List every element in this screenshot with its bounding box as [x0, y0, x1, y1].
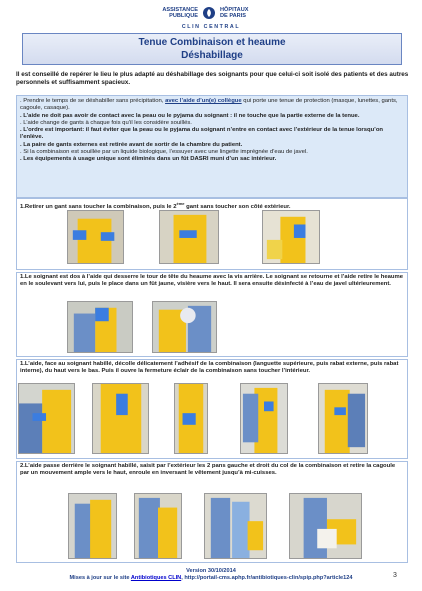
page-number: 3 — [393, 572, 397, 579]
footer — [0, 568, 422, 582]
photo-rolldown-4 — [289, 493, 362, 559]
page-title — [22, 33, 402, 65]
photo-unzip-5 — [318, 383, 368, 454]
logo-left-text: ASSISTANCE PUBLIQUE — [162, 7, 198, 19]
footer-version: Version 30/10/2014 — [186, 568, 236, 574]
step-text: 2.L’aide passe derrière le soignant habillé, saisit par l’extérieur les 2 pans gauche et droit du col de la combinaison et retire la cagoule par un mouvement ample vers le haut, enroule en inversant le vêtement jusqu’à mi-cuisses. — [20, 463, 396, 477]
photo-rolldown-3 — [204, 493, 267, 559]
aphp-logo — [0, 4, 422, 34]
photo-remove-glove-3 — [262, 210, 320, 264]
collegue-highlight: avec l’aide d’un(e) collègue — [165, 98, 242, 104]
photo-remove-glove-2 — [159, 210, 219, 264]
photo-helmet-unscrew — [67, 301, 133, 353]
photo-unzip-3 — [174, 383, 208, 454]
photo-unzip-4 — [240, 383, 288, 454]
photo-unzip-2 — [92, 383, 149, 454]
photo-helmet-lift — [152, 301, 217, 353]
photo-rolldown-1 — [68, 493, 117, 559]
rule-item: . Si la combinaison est souillée par un liquide biologique, l’essuyer avec une lingette imprégnée d’eau de javel. — [20, 149, 308, 156]
rule-item: . L’aide change de gants à chaque fois qu’il les considère souillés. — [20, 119, 192, 126]
title-line1: Tenue Combinaison et heaume — [138, 37, 286, 48]
title-line2: Déshabillage — [181, 49, 243, 61]
rule-item: . Prendre le temps de se déshabiller sans précipitation, avec l’aide d’un(e) collègue qui porte une tenue de protection (masque, lunettes, gants, cagoule, casaque). — [20, 98, 398, 112]
rule-item: . La paire de gants externes est retirée avant de sortir de la chambre du patient. — [20, 141, 243, 148]
antibiotiques-clin-link[interactable]: Antibiotiques CLIN — [130, 575, 182, 581]
step-text: 1.Retirer un gant sans toucher la combinaison, puis le 2ème gant sans toucher son côté extérieur. — [20, 201, 291, 210]
intro-paragraph: Il est conseillé de repérer le lieu le plus adapté au déshabillage des soignants pour que celui-ci soit isolé des patients et des autres personnels et suffisamment spacieux. — [16, 71, 409, 86]
step-text: 1.L’aide, face au soignant habillé, décolle délicatement l’adhésif de la combinaison (languette supérieure, puis rabat externe, puis rabat interne), du haut vers le bas. Puis il ouvre la fermeture éclair de la combinaison sans toucher l’intérieur. — [20, 361, 399, 375]
rule-item: . L’aide ne doit pas avoir de contact avec la peau ou le pyjama du soignant : il ne touche que la partie externe de la tenue. — [20, 112, 360, 119]
photo-rolldown-2 — [134, 493, 182, 559]
rules-box — [16, 95, 408, 198]
logo-right-text: HÔPITAUX DE PARIS — [220, 7, 249, 19]
photo-remove-glove-1 — [67, 210, 124, 264]
rule-item: . L’ordre est important: il faut éviter que la peau ou le pyjama du soignant n’entre en contact avec l’extérieur de la tenue lorsqu’on l’enlève. — [20, 127, 384, 141]
photo-unzip-1 — [18, 383, 75, 454]
logo-mark-icon — [202, 6, 216, 20]
step-text: 1.Le soignant est dos à l’aide qui desserre le tour de tête du heaume avec la vis arrière. Le soignant se retourne et l’aide retire le heaume en le soulevant vers lui, puis le place dans un fût jaune, visière vers le haut. Il sera ensuite désinfecté à l’eau de javel ultérieurement. — [20, 274, 404, 288]
footer-updates: Mises à jour sur le site Antibiotiques CLIN, http://portail-cms.aphp.fr/antibiotiques-clin/spip.php?article124 — [69, 575, 353, 581]
rule-item: . Les équipements à usage unique sont éliminés dans un fût DASRI muni d’un sac intérieur. — [20, 156, 277, 163]
logo-subtitle: CLIN CENTRAL — [181, 24, 241, 30]
